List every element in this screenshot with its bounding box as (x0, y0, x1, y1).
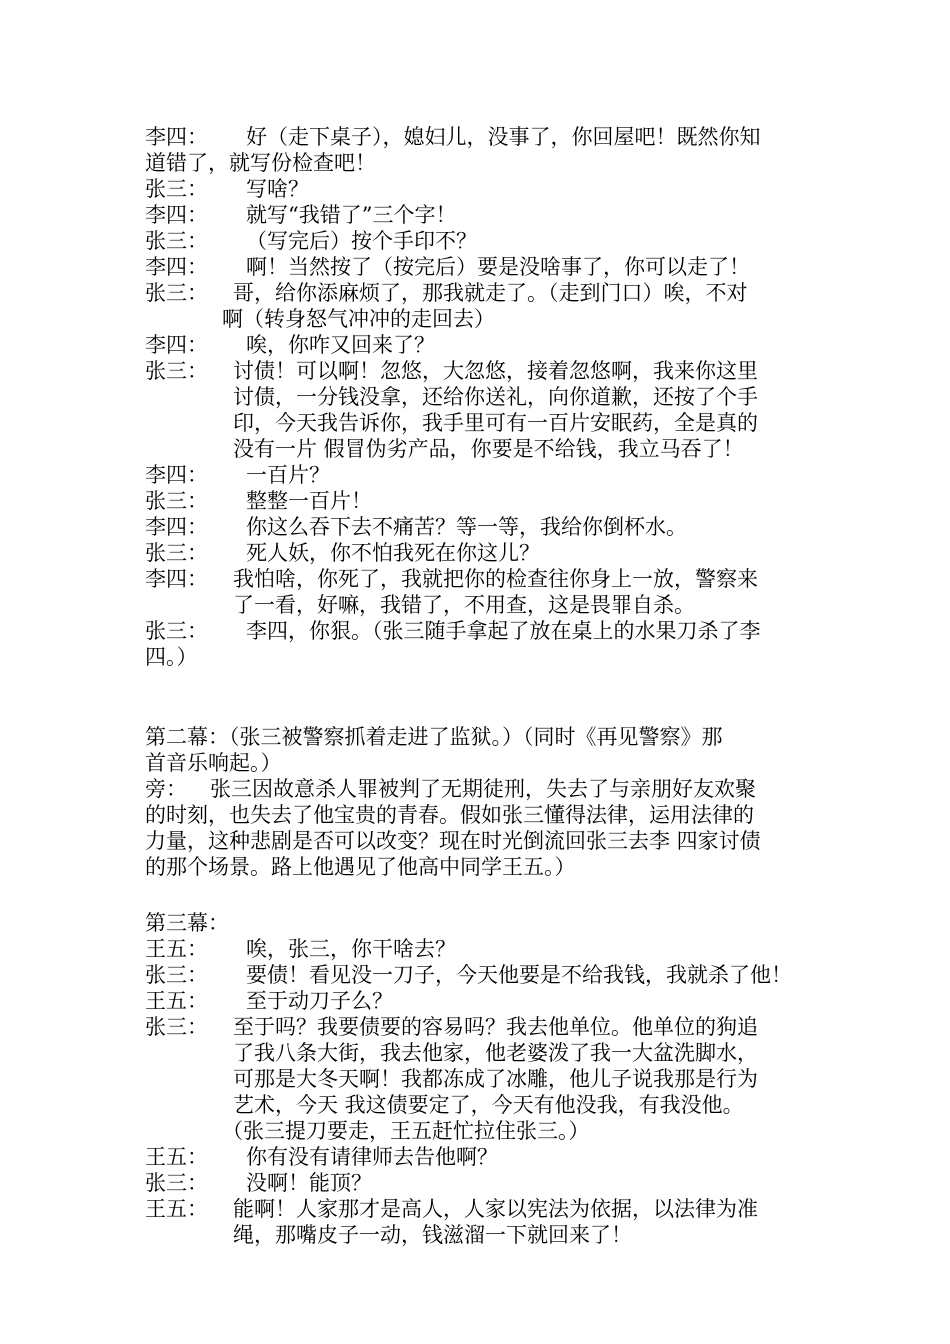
dialogue-line: 我怕啥，你死了，我就把你的检查往你身上一放，警察来 (233, 567, 758, 591)
speaker-label: 旁： (145, 777, 187, 801)
dialogue-line: 唉，张三，你干啥去？ (246, 937, 456, 961)
dialogue-line: 艺术，今天 我这债要定了，今天有他没我，有我没他。 (233, 1093, 744, 1117)
dialogue-line: 啊！当然按了（按完后）要是没啥事了，你可以走了！ (246, 255, 750, 279)
speaker-label: 张三： (145, 489, 208, 513)
dialogue-line: 了一看，好嘛，我错了，不用查，这是畏罪自杀。 (233, 593, 695, 617)
speaker-label: 李四： (145, 333, 208, 357)
dialogue-line: 整整一百片！ (246, 489, 372, 513)
speaker-label: 王五： (145, 989, 208, 1013)
speaker-label: 张三： (145, 229, 208, 253)
speaker-label: 张三： (145, 177, 208, 201)
speaker-label: 张三： (145, 1171, 208, 1195)
speaker-label: 张三： (145, 359, 208, 383)
dialogue-line: 要债！看见没一刀子，今天他要是不给我钱，我就杀了他！ (246, 963, 792, 987)
dialogue-line: 写啥？ (246, 177, 309, 201)
speaker-label: 张三： (145, 619, 208, 643)
dialogue-line: 没啊！能顶？ (246, 1171, 372, 1195)
dialogue-line: 至于动刀子么？ (246, 989, 393, 1013)
dialogue-line: 死人妖，你不怕我死在你这儿？ (246, 541, 540, 565)
speaker-label: 王五： (145, 937, 208, 961)
speaker-label: 张三： (145, 281, 208, 305)
dialogue-line: 你这么吞下去不痛苦？等一等，我给你倒杯水。 (246, 515, 687, 539)
narration-line: 张三因故意杀人罪被判了无期徒刑，失去了与亲朋好友欢聚 (210, 777, 756, 801)
dialogue-line: 印，今天我告诉你，我手里可有一百片安眠药，全是真的 (233, 411, 758, 435)
dialogue-line: 唉，你咋又回来了？ (246, 333, 435, 357)
dialogue-line: （写完后）按个手印不？ (246, 229, 477, 253)
speaker-label: 王五： (145, 1145, 208, 1169)
speaker-label: 张三： (145, 963, 208, 987)
dialogue-line: 能啊！人家那才是高人，人家以宪法为依据，以法律为准 (233, 1197, 758, 1221)
scene-heading: 第二幕：（张三被警察抓着走进了监狱。）（同时《再见警察》那 (145, 725, 723, 749)
dialogue-line: 了我八条大街，我去他家，他老婆泼了我一大盆洗脚水， (233, 1041, 758, 1065)
dialogue-line: 就写“我错了”三个字！ (246, 203, 457, 227)
narration-line: 的时刻，也失去了他宝贵的青春。假如张三懂得法律，运用法律的 (145, 803, 754, 827)
dialogue-line: 李四，你狠。（张三随手拿起了放在桌上的水果刀杀了李 (246, 619, 761, 643)
speaker-label: 李四： (145, 463, 208, 487)
narration-line: 力量，这种悲剧是否可以改变？现在时光倒流回张三去李 四家讨债 (145, 829, 761, 853)
dialogue-line: 可那是大冬天啊！我都冻成了冰雕，他儿子说我那是行为 (233, 1067, 758, 1091)
scene-heading: 首音乐响起。） (145, 751, 282, 775)
dialogue-line: 好（走下桌子），媳妇儿，没事了，你回屋吧！既然你知 (246, 125, 761, 149)
dialogue-line: 你有没有请律师去告他啊？ (246, 1145, 498, 1169)
speaker-label: 李四： (145, 125, 208, 149)
dialogue-line: 讨债，一分钱没拿，还给你送礼，向你道歉，还按了个手 (233, 385, 758, 409)
speaker-label: 李四： (145, 255, 208, 279)
dialogue-line: 至于吗？我要债要的容易吗？我去他单位。他单位的狗追 (233, 1015, 758, 1039)
speaker-label: 李四： (145, 567, 208, 591)
speaker-label: 李四： (145, 515, 208, 539)
dialogue-line: 啊（转身怒气冲冲的走回去） (222, 307, 495, 331)
dialogue-line: 四。） (145, 645, 198, 669)
dialogue-line: 哥，给你添麻烦了，那我就走了。（走到门口）唉，不对 (233, 281, 748, 305)
dialogue-line: 道错了，就写份检查吧！ (145, 151, 376, 175)
scene-heading: 第三幕： (145, 911, 229, 935)
dialogue-line: 一百片？ (246, 463, 330, 487)
dialogue-line: 没有一片 假冒伪劣产品，你要是不给钱，我立马吞了！ (233, 437, 744, 461)
dialogue-line: 讨债！可以啊！忽悠，大忽悠，接着忽悠啊，我来你这里 (233, 359, 758, 383)
speaker-label: 张三： (145, 541, 208, 565)
dialogue-line: （张三提刀要走，王五赶忙拉住张三。） (222, 1119, 590, 1143)
dialogue-line: 绳，那嘴皮子一动，钱滋溜一下就回来了！ (233, 1223, 632, 1247)
speaker-label: 王五： (145, 1197, 208, 1221)
speaker-label: 李四： (145, 203, 208, 227)
speaker-label: 张三： (145, 1015, 208, 1039)
narration-line: 的那个场景。路上他遇见了他高中同学王五。） (145, 855, 576, 879)
